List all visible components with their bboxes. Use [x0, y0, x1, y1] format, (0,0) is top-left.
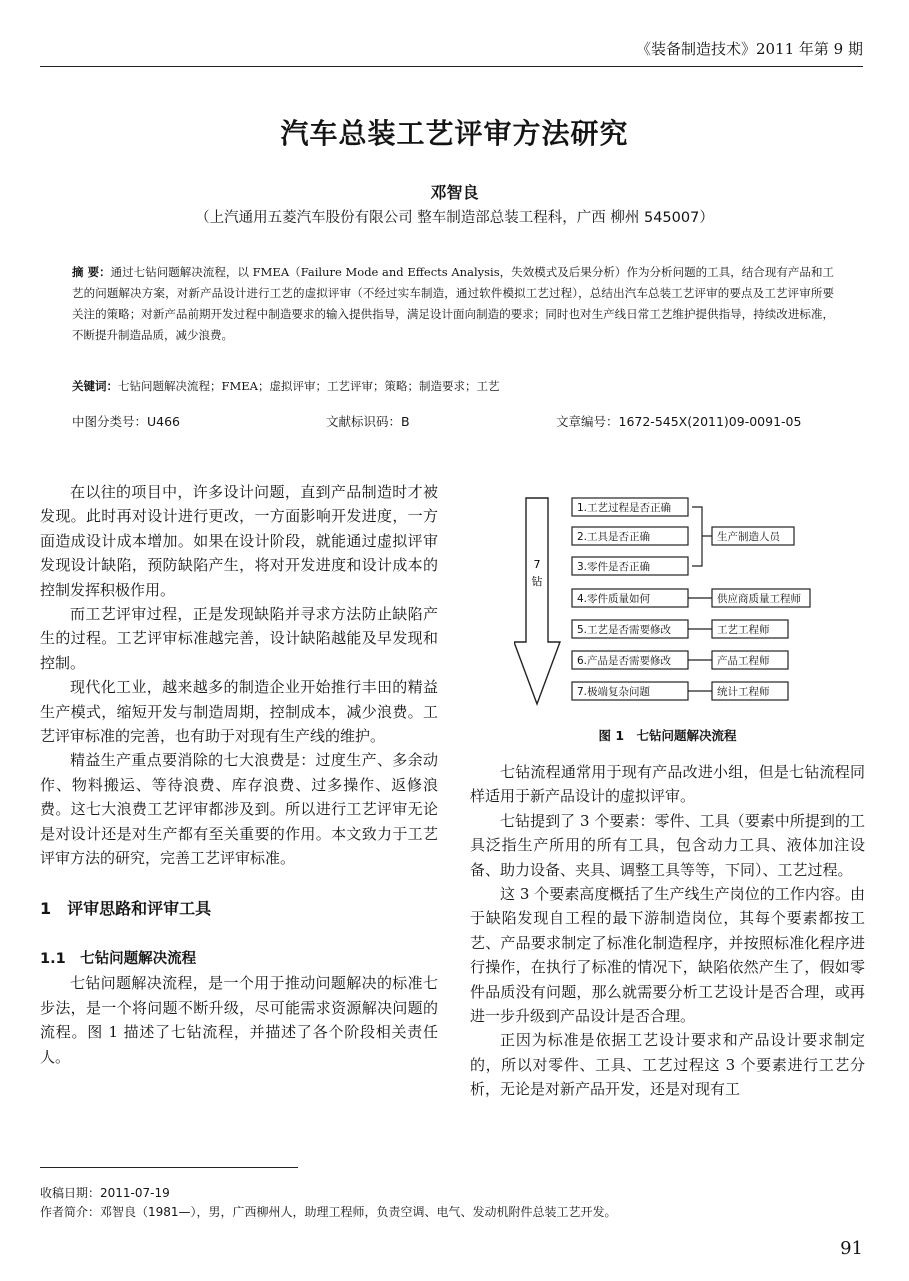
- owner-label: 统计工程师: [717, 686, 770, 698]
- step-label: 7.极端复杂问题: [577, 686, 651, 698]
- owner-label: 工艺工程师: [717, 624, 770, 636]
- step-label: 5.工艺是否需要修改: [577, 624, 672, 636]
- page-title: 汽车总装工艺评审方法研究: [280, 117, 629, 150]
- article-number: 文章编号：1672-545X(2011)09-0091-05: [556, 414, 802, 429]
- document-code: 文献标识码：B: [326, 414, 410, 429]
- author-name: 邓智良: [430, 183, 479, 202]
- owner-label: 生产制造人员: [717, 531, 780, 543]
- received-date: 收稿日期：2011-07-19: [40, 1186, 170, 1200]
- section-heading: 1 评审思路和评审工具: [40, 898, 212, 918]
- header-rule: [40, 66, 863, 67]
- left-column: [40, 480, 438, 1069]
- seven-drill-flowchart: [514, 492, 844, 714]
- body-paragraph: 而工艺评审过程，正是发现缺陷并寻求方法防止缺陷产生的过程。工艺评审标准越完善，设计缺陷越能及早发现和控制。: [40, 605, 438, 672]
- abstract: [72, 262, 834, 346]
- right-column: [470, 760, 865, 1102]
- author-bio: 作者简介：邓智良（1981—），男，广西柳州人，助理工程师，负责空调、电气、发动机附件总装工艺开发。: [40, 1205, 617, 1219]
- keywords-label: 关键词：: [72, 379, 118, 393]
- footnote-rule: [40, 1167, 298, 1168]
- body-paragraph: 正因为标准是依据工艺设计要求和产品设计要求制定的，所以对零件、工具、工艺过程这 3 个要素进行工艺分析，无论是对新产品开发，还是对现有工: [470, 1031, 865, 1099]
- arrow-label-char: 钻: [531, 575, 543, 588]
- owner-label: 产品工程师: [717, 655, 770, 667]
- keywords-text: 七钻问题解决流程；FMEA；虚拟评审；工艺评审；策略；制造要求；工艺: [118, 379, 500, 393]
- owner-label: 供应商质量工程师: [717, 593, 801, 605]
- step-label: 4.零件质量如何: [577, 593, 651, 605]
- body-paragraph: 这 3 个要素高度概括了生产线生产岗位的工作内容。由于缺陷发现自工程的最下游制造岗位，其每个要素都按工艺、产品要求制定了标准化制造程序，并按照标准化程序进行操作，在执行了标准的情况下，缺陷依然产生了，假如零件品质没有问题，那么就需要分析工艺设计是否合理，或再进一步升级到产品设计是否合理。: [470, 885, 865, 1026]
- body-paragraph: 在以往的项目中，许多设计问题，直到产品制造时才被发现。此时再对设计进行更改，一方面影响开发进度，一方面造成设计成本增加。如果在设计阶段，就能通过虚拟评审发现设计缺陷，预防缺陷产生，将对开发进度和设计成本的控制发挥积极作用。: [40, 483, 438, 599]
- page-number: 91: [840, 1238, 863, 1259]
- keywords: [72, 376, 834, 396]
- journal-header: 《装备制造技术》2011 年第 9 期: [635, 40, 863, 58]
- body-paragraph: 七钻问题解决流程，是一个用于推动问题解决的标准七步法，是一个将问题不断升级，尽可能需求资源解决问题的流程。图 1 描述了七钻流程，并描述了各个阶段相关责任人。: [40, 974, 438, 1066]
- body-paragraph: 七钻提到了 3 个要素：零件、工具（要素中所提到的工具泛指生产所用的所有工具，包含动力工具、液体加注设备、助力设备、夹具、调整工具等等，下同）、工艺过程。: [470, 811, 865, 879]
- group-bracket: [692, 507, 712, 566]
- arrow-label-number: 7: [533, 558, 541, 571]
- down-arrow-shape: [514, 498, 560, 704]
- figure-caption: 图 1 七钻问题解决流程: [598, 728, 737, 743]
- step-label: 2.工具是否正确: [577, 531, 651, 543]
- subsection-heading: 1.1 七钻问题解决流程: [40, 950, 197, 967]
- step-label: 6.产品是否需要修改: [577, 655, 672, 667]
- body-paragraph: 七钻流程通常用于现有产品改进小组，但是七钻流程同样适用于新产品设计的虚拟评审。: [470, 763, 865, 806]
- step-label: 3.零件是否正确: [577, 561, 651, 573]
- abstract-label: 摘 要：: [72, 265, 111, 279]
- abstract-text: 通过七钻问题解决流程，以 FMEA（Failure Mode and Effects Analysis，失效模式及后果分析）作为分析问题的工具，结合现有产品和工艺的问题解决方案，对新产品设计进行工艺的虚拟评审（不经过实车制造，通过软件模拟工艺过程），总结出汽车总装工艺评审的要点及工艺评审所要关注的策略；对新产品前期开发过程中制造要求的输入提供指导，满足设计面向制造的要求；同时也对生产线日常工艺维护提供指导，持续改进标准，不断提升制造品质，减少浪费。: [72, 265, 834, 342]
- step-label: 1.工艺过程是否正确: [577, 502, 672, 514]
- body-paragraph: 现代化工业，越来越多的制造企业开始推行丰田的精益生产模式，缩短开发与制造周期，控制成本，减少浪费。工艺评审标准的完善，也有助于对现有生产线的维护。: [40, 678, 438, 746]
- body-paragraph: 精益生产重点要消除的七大浪费是：过度生产、多余动作、物料搬运、等待浪费、库存浪费、过多操作、返修浪费。这七大浪费工艺评审都涉及到。所以进行工艺评审无论是对设计还是对生产都有至关重要的作用。本文致力于工艺评审方法的研究，完善工艺评审标准。: [40, 751, 438, 868]
- clc-number: 中图分类号：U466: [72, 414, 181, 429]
- author-affiliation: （上汽通用五菱汽车股份有限公司 整车制造部总装工程科，广西 柳州 545007）: [195, 210, 714, 226]
